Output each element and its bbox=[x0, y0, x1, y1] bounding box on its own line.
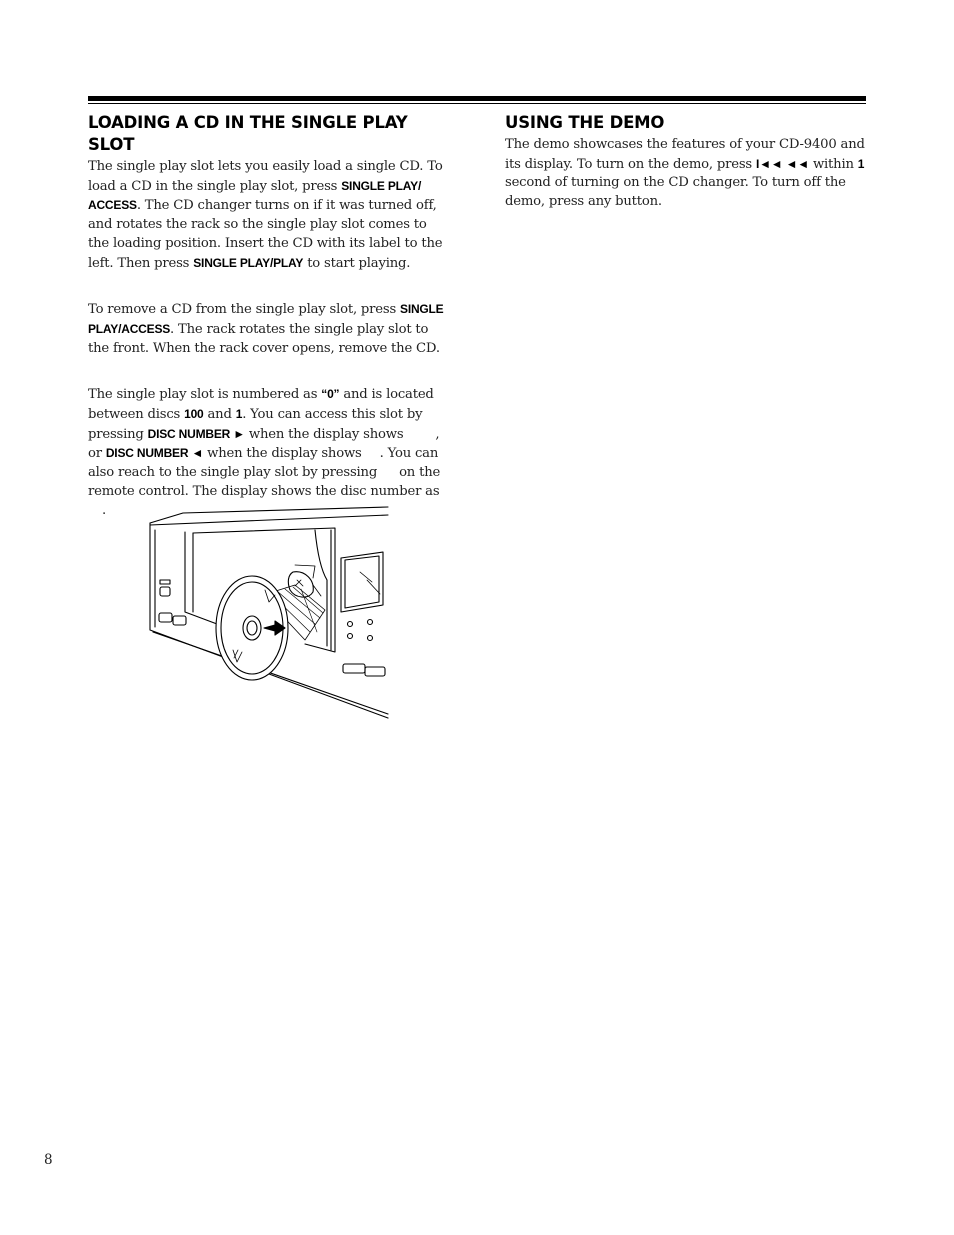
right-column bbox=[505, 112, 866, 212]
header-rule-thin bbox=[88, 103, 866, 104]
left-column bbox=[88, 112, 450, 520]
key-single-play-play: SINGLE PLAY/PLAY bbox=[193, 255, 304, 270]
paragraph-slot-number: The single play slot is numbered as “0” and is located between discs 100 and 1. You can access this slot by pressing DISC NUMBER ► when the display shows , or DISC NUMBER ◄ when the display shows . You can also reach to the single play slot by pressing on the remote control. The display shows the disc number as . bbox=[88, 387, 441, 518]
key-disc-1: 1 bbox=[235, 407, 243, 422]
key-single-play-access: SINGLE PLAY/ACCESS bbox=[88, 302, 444, 336]
paragraph-removing: To remove a CD from the single play slot, press SINGLE PLAY/ACCESS. The rack rotates the single play slot to the front. When the rack cover opens, remove the CD. bbox=[88, 302, 444, 356]
key-skip-back-rewind: I◄◄ ◄◄ bbox=[755, 156, 809, 171]
key-one: 1 bbox=[857, 156, 865, 171]
key-disc-number-next: DISC NUMBER ► bbox=[147, 426, 245, 441]
section-heading-loading: LOADING A CD IN THE SINGLE PLAY SLOT bbox=[88, 113, 408, 154]
paragraph-demo: The demo showcases the features of your CD-9400 and its display. To turn on the demo, press I◄◄ ◄◄ within 1 second of turning on the CD changer. To turn off the demo, press any button. bbox=[505, 137, 865, 210]
paragraph-loading: The single play slot lets you easily load a single CD. To load a CD in the single play slot, press SINGLE PLAY/ ACCESS. The CD changer turns on if it was turned off, and rotates the rack so the single play slot comes to the loading position. Insert the CD with its label to the left. Then press SINGLE PLAY/PLAY to start playing. bbox=[88, 159, 443, 271]
cd-changer-illustration bbox=[145, 500, 395, 725]
header-rule-thick bbox=[88, 96, 866, 101]
key-disc-number-prev: DISC NUMBER ◄ bbox=[105, 446, 204, 461]
key-disc-100: 100 bbox=[184, 407, 204, 422]
key-zero: “0” bbox=[321, 387, 340, 402]
page-number: 8 bbox=[44, 1152, 53, 1168]
key-single-play-access: SINGLE PLAY/ ACCESS bbox=[88, 178, 422, 213]
section-heading-demo: USING THE DEMO bbox=[505, 113, 665, 132]
